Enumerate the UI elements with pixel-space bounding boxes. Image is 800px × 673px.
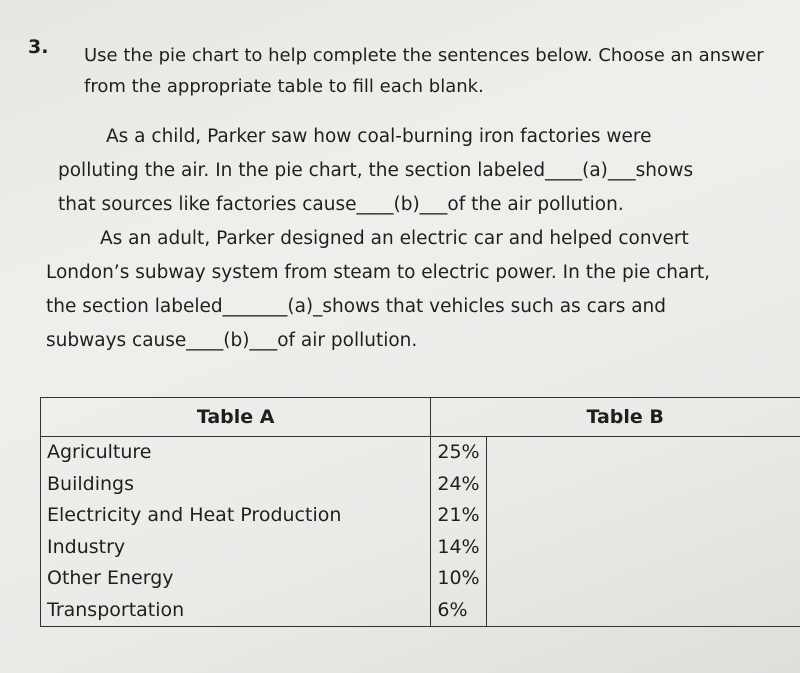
table-b-header: Table B (431, 398, 800, 437)
paragraph-line: the section labeled_______(a)_shows that vehicles such as cars and (46, 296, 667, 317)
paragraph-line: polluting the air. In the pie chart, the section labeled____(a)___shows (58, 160, 694, 181)
question-instructions: Use the pie chart to help complete the sentences below. Choose an answer from the appropriate table to fill each blank. (84, 45, 764, 97)
table-a-item: Electricity and Heat Production (47, 504, 342, 526)
table-b-item: 25% (437, 441, 480, 463)
paragraph-parker-child (58, 120, 693, 222)
table-a-item: Transportation (47, 598, 185, 621)
answer-choices-table (40, 397, 800, 627)
paragraph-line: As an adult, Parker designed an electric car and helped convert (100, 228, 689, 249)
table-b-item: 6% (437, 598, 468, 621)
paragraph-line: that sources like factories cause____(b)___of the air pollution. (58, 194, 624, 215)
table-a-column (41, 437, 431, 627)
table-b-item: 21% (437, 504, 480, 526)
table-a-header: Table A (41, 398, 431, 437)
table-b-item: 24% (437, 472, 480, 495)
paragraph-line: subways cause____(b)___of air pollution. (46, 330, 418, 351)
table-b-column (431, 437, 800, 627)
table-b-item: 10% (437, 567, 480, 589)
paragraph-line: As a child, Parker saw how coal-burning iron factories were (106, 126, 652, 147)
question-number: 3. (28, 36, 49, 58)
paragraph-line: London’s subway system from steam to electric power. In the pie chart, (46, 262, 711, 283)
table-a-item: Other Energy (47, 567, 174, 589)
table-a-item: Agriculture (47, 441, 152, 463)
table-a-item: Industry (47, 535, 126, 558)
table-b-item: 14% (437, 535, 480, 558)
table-a-item: Buildings (47, 472, 134, 495)
paragraph-parker-adult (46, 222, 710, 358)
